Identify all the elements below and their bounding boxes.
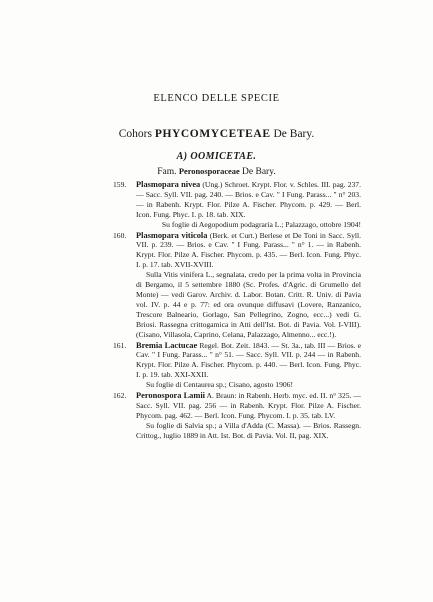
entry-text: [136, 180, 361, 220]
entry-number: 159.: [113, 180, 127, 189]
family-author: De Bary.: [242, 167, 276, 177]
entry-number: 160.: [113, 230, 127, 240]
entry-body: (Berk. et Curt.) Berlese et De Toni in Sacc. Syll. VII. p. 239. — Brios. e Cav. " I Fung. Parass... " n° 1. — in Rabenh. Krypt. Flor. Pilze A. Fischer. Phycom. p. 435. — Berl. Icon. Fung. Phyc. I. p. 17. tab. XVII-XVIII.: [136, 230, 361, 270]
section-heading: ELENCO DELLE SPECIE: [153, 93, 280, 104]
cohors-prefix: Cohors: [118, 128, 152, 140]
species-name: Plasmopara viticola: [136, 230, 208, 240]
species-entry: [113, 391, 361, 441]
species-entry: [113, 231, 361, 340]
family-name: Peronosporaceae: [178, 167, 240, 176]
cohors-author: De Bary.: [273, 128, 315, 140]
entry-note: Sulla Vitis vinifera L., segnalata, credo per la prima volta in Provincia di Bergamo, il 5 settembre 1880 (Sc. Profes. d'Agric. di Grumello del Monte) — vedi Garov. Archiv. d. Labor. Botan. Critt. R. Univ. di Pavia vol. IV. p. 44 e p. 77: ed ora ovunque diffusavi (Lovere, Ranzanico, Trescore Balneario, Gorlago, San Pellegrino, Zogno, ecc...) vedi G. Briosi. Rassegna crittogamica in Atti dell'Ist. Bot. di Pavia. Vol. I-VIII). (Cisano, Villasola, Caprino, Celana, Palazzago, Almenno... ecc.!).: [136, 270, 361, 339]
species-entry: [113, 341, 361, 391]
family-title: [0, 167, 433, 177]
species-list: [113, 180, 361, 442]
cohors-title: [0, 128, 433, 140]
entry-body: Regel. Bot. Zeit. 1843. — St. 3a., tab. III — Brios. e Cav. " I Fung. Parass... " n° 51. — Sacc. Syll. VII. p. 244 — in Rabenh. Krypt. Flor. Pilze A. Fischer. Phycom. p. 440. — Berl. Icon. Fung. Phyc. I. p. 19. tab. XXI-XXII.: [136, 340, 361, 380]
entry-number: 161.: [113, 340, 127, 350]
entry-text: [136, 231, 361, 271]
species-name: Peronospora Lamii: [136, 391, 205, 401]
entry-note: Su foglie di Centaurea sp.; Cisano, agosto 1906!: [146, 380, 294, 390]
entry-note: Su foglie di Aegopodium podagraria L.; Palazzago, ottobre 1904!: [161, 219, 361, 229]
species-name: Plasmopara nivea: [136, 180, 201, 189]
entry-text: [136, 391, 361, 421]
cohors-name: PHYCOMYCETEAE: [154, 128, 271, 140]
entry-text: [136, 341, 361, 381]
entry-body: A. Braun: in Rabenh. Herb. myc. ed. II. n° 325. — Sacc. Syll. VII. pag. 256 — in Rabenh. Krypt. Flor. Pilze A. Fischer. Phycom. pag. 462. — Berl. Icon. Fung. Phycom. I. p. 35. tab. LV.: [136, 391, 361, 420]
species-entry: [113, 180, 361, 230]
species-name: Bremia Lactucae: [136, 340, 198, 350]
entry-body: (Ung.) Schroet. Krypt. Flor. v. Schles. III. pag. 237. — Sacc. Syll. VII. pag. 240. — Brios. e Cav. " I Fung. Parass... " n° 203. — in Rabenh. Krypt. Flor. Pilze A. Fischer. Phycom. p. 429. — Berl. Icon. Fung. Phyc. I. p. 18. tab. XIX.: [136, 180, 361, 219]
subgroup-title: A) OOMICETAE.: [176, 151, 257, 162]
family-prefix: Fam.: [157, 167, 177, 177]
entry-note: Su foglie di Salvia sp.; a Villa d'Adda (C. Massa). — Brios. Rassegn. Crittog., luglio 1889 in Att. Ist. Bot. di Pavia. Vol. II, pag. XIX.: [136, 420, 361, 440]
entry-number: 162.: [113, 391, 127, 401]
